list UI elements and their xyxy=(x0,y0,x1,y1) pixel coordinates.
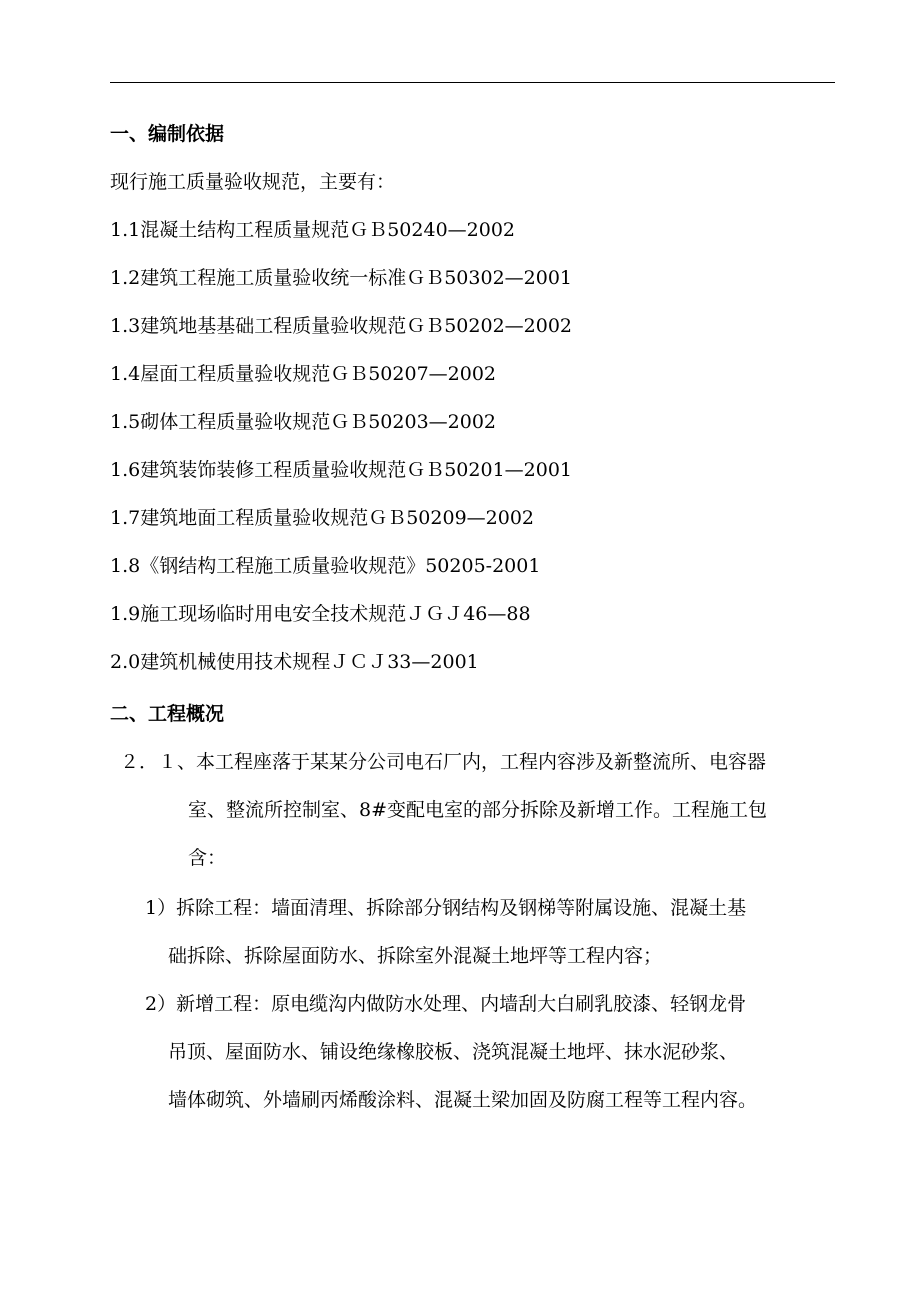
standard-item: 1.9施工现场临时用电安全技术规范ＪＧＪ46—88 xyxy=(110,603,531,625)
section-heading-2: 二、工程概况 xyxy=(110,703,225,725)
list-item-new-works-line: 墙体砌筑、外墙刷丙烯酸涂料、混凝土梁加固及防腐工程等工程内容。 xyxy=(168,1089,758,1111)
list-item-demolition-line: 1）拆除工程：墙面清理、拆除部分钢结构及钢梯等附属设施、混凝土基 xyxy=(145,897,747,919)
standard-item: 1.2建筑工程施工质量验收统一标准ＧＢ50302—2001 xyxy=(110,267,573,289)
standard-item: 1.6建筑装饰装修工程质量验收规范ＧＢ50201—2001 xyxy=(110,459,573,481)
list-item-new-works-line: 吊顶、屋面防水、铺设绝缘橡胶板、浇筑混凝土地坪、抹水泥砂浆、 xyxy=(168,1041,739,1063)
list-item-new-works-line: 2）新增工程：原电缆沟内做防水处理、内墙刮大白刷乳胶漆、轻钢龙骨 xyxy=(145,993,747,1015)
standard-item: 1.1混凝土结构工程质量规范ＧＢ50240—2002 xyxy=(110,219,516,241)
paragraph-2-1-line: 室、整流所控制室、8#变配电室的部分拆除及新增工作。工程施工包 xyxy=(188,799,768,821)
standard-item: 1.3建筑地基基础工程质量验收规范ＧＢ50202—2002 xyxy=(110,315,573,337)
list-item-demolition-line: 础拆除、拆除屋面防水、拆除室外混凝土地坪等工程内容； xyxy=(168,945,663,967)
paragraph-2-1-line: ２．１、本工程座落于某某分公司电石厂内，工程内容涉及新整流所、电容器 xyxy=(120,751,767,773)
section-heading-1: 一、编制依据 xyxy=(110,123,225,145)
standard-item: 2.0建筑机械使用技术规程ＪＣＪ33—2001 xyxy=(110,651,479,673)
standard-item: 1.5砌体工程质量验收规范ＧＢ50203—2002 xyxy=(110,411,497,433)
standard-item: 1.4屋面工程质量验收规范ＧＢ50207—2002 xyxy=(110,363,497,385)
section-intro: 现行施工质量验收规范，主要有： xyxy=(110,171,396,193)
header-rule xyxy=(110,82,835,83)
standard-item: 1.7建筑地面工程质量验收规范ＧＢ50209—2002 xyxy=(110,507,535,529)
standard-item: 1.8《钢结构工程施工质量验收规范》50205-2001 xyxy=(110,555,541,577)
paragraph-2-1-line: 含： xyxy=(188,847,227,869)
